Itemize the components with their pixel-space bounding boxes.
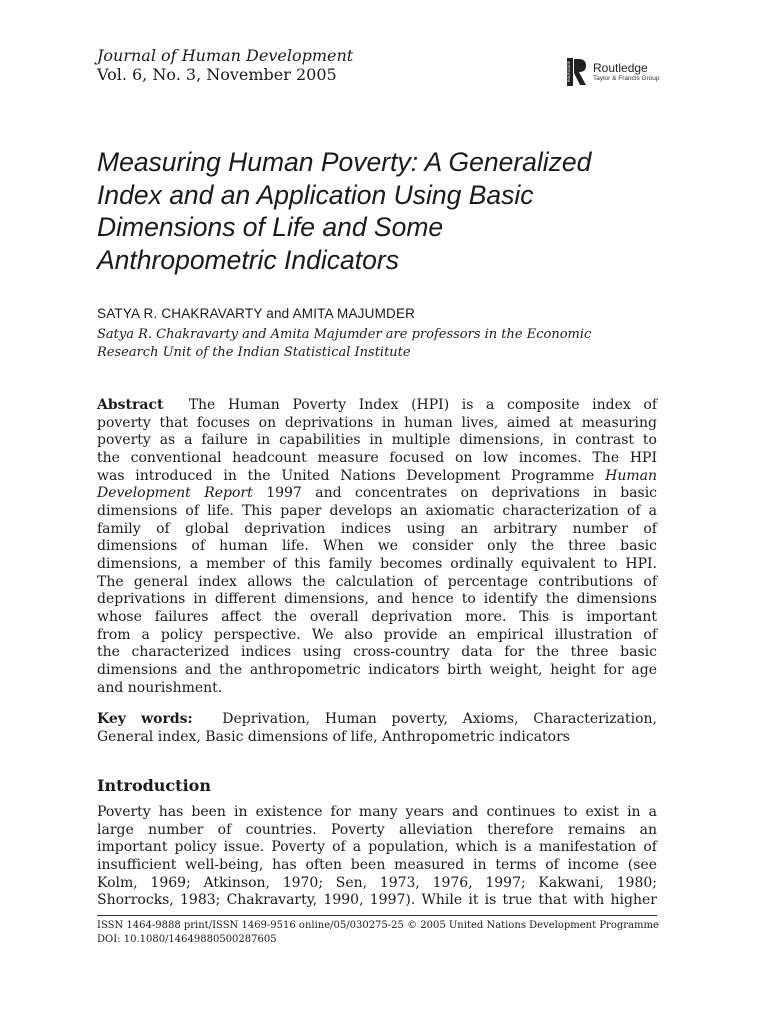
keywords-label: Key words: <box>97 711 193 727</box>
body-line: insufficient well-being, has often been measured in terms of income (see <box>97 856 657 873</box>
logo-vertical-text: ROUTLEDGE <box>567 60 571 82</box>
footer-rule <box>97 915 657 916</box>
abstract-line: poverty that focuses on deprivations in human lives, aimed at measuring <box>97 414 657 431</box>
title-line: Anthropometric Indicators <box>97 244 399 275</box>
abstract-line: whose failures affect the overall deprivation more. This is important <box>97 608 657 625</box>
body-line: important policy issue. Poverty of a population, which is a manifestation of <box>97 839 657 856</box>
page-footer <box>97 919 662 947</box>
keywords-text: Deprivation, Human poverty, Axioms, Characterization, <box>222 711 658 727</box>
publisher-subtitle: Taylor & Francis Group <box>593 74 660 82</box>
body-line: Kolm, 1969; Atkinson, 1970; Sen, 1973, 1976, 1997; Kakwani, 1980; <box>97 874 657 891</box>
body-line: large number of countries. Poverty alleviation therefore remains an <box>97 821 657 838</box>
journal-header <box>97 46 457 84</box>
abstract-label: Abstract <box>97 397 164 413</box>
keywords-line: General index, Basic dimensions of life, Anthropometric indicators <box>97 728 570 745</box>
paper-title <box>97 146 697 276</box>
report-title-italic: Human <box>605 467 657 484</box>
journal-volume: Vol. 6, No. 3, November 2005 <box>97 65 337 84</box>
publisher-name: Routledge <box>593 60 648 75</box>
authors: SATYA R. CHAKRAVARTY and AMITA MAJUMDER <box>97 306 416 321</box>
affiliation-line: Research Unit of the Indian Statistical Institute <box>97 345 411 360</box>
abstract-line: from a policy perspective. We also provide an empirical illustration of <box>97 626 657 643</box>
abstract-text: The Human Poverty Index (HPI) is a composite index of <box>188 397 658 413</box>
abstract-line: poverty as a failure in capabilities in multiple dimensions, in contrast to <box>97 432 657 449</box>
journal-name: Journal of Human Development <box>97 46 354 65</box>
abstract-text: 1997 and concentrates on deprivations in basic <box>266 485 658 502</box>
abstract-line: deprivations in different dimensions, and hence to identify the dimensions <box>97 591 657 608</box>
abstract-line: the characterized indices using cross-country data for the three basic <box>97 644 657 661</box>
publisher-logo <box>567 58 659 86</box>
abstract-line: and nourishment. <box>97 679 223 696</box>
routledge-r-icon <box>567 58 587 86</box>
abstract-line: dimensions, a member of this family becomes ordinally equivalent to HPI. <box>97 555 657 572</box>
author-affiliation <box>97 326 667 362</box>
abstract-line: family of global deprivation indices using an arbitrary number of <box>97 520 657 537</box>
body-line: Poverty has been in existence for many years and continues to exist in a <box>97 804 657 820</box>
keywords <box>97 711 657 746</box>
abstract-line <box>97 468 657 486</box>
doi-line: DOI: 10.1080/14649880500287605 <box>97 934 277 945</box>
issn-line: ISSN 1464-9888 print/ISSN 1469-9516 online/05/030275-25 © 2005 United Nations Development Programme <box>97 920 659 931</box>
title-line: Measuring Human Poverty: A Generalized <box>97 147 592 177</box>
publisher-text <box>593 62 659 83</box>
abstract-text: was introduced in the United Nations Development Programme <box>97 467 595 484</box>
affiliation-line: Satya R. Chakravarty and Amita Majumder are professors in the Economic <box>97 327 592 342</box>
keywords-line <box>97 711 657 729</box>
report-title-italic: Development Report <box>97 485 253 502</box>
abstract-line <box>97 397 657 415</box>
abstract-line: dimensions of human life. When we consider only the three basic <box>97 538 657 555</box>
section-heading-introduction: Introduction <box>97 776 211 795</box>
introduction-body <box>97 804 657 910</box>
abstract-line: dimensions and the anthropometric indicators birth weight, height for age <box>97 661 657 678</box>
title-line: Index and an Application Using Basic <box>97 179 534 210</box>
abstract-line: the conventional headcount measure focused on low incomes. The HPI <box>97 449 657 466</box>
abstract-line: The general index allows the calculation of percentage contributions of <box>97 573 657 590</box>
abstract <box>97 397 657 697</box>
abstract-line: dimensions of life. This paper develops an axiomatic characterization of a <box>97 502 657 519</box>
title-line: Dimensions of Life and Some <box>97 212 444 242</box>
abstract-line <box>97 485 657 503</box>
body-line: Shorrocks, 1983; Chakravarty, 1990, 1997). While it is true that with higher <box>97 892 657 909</box>
